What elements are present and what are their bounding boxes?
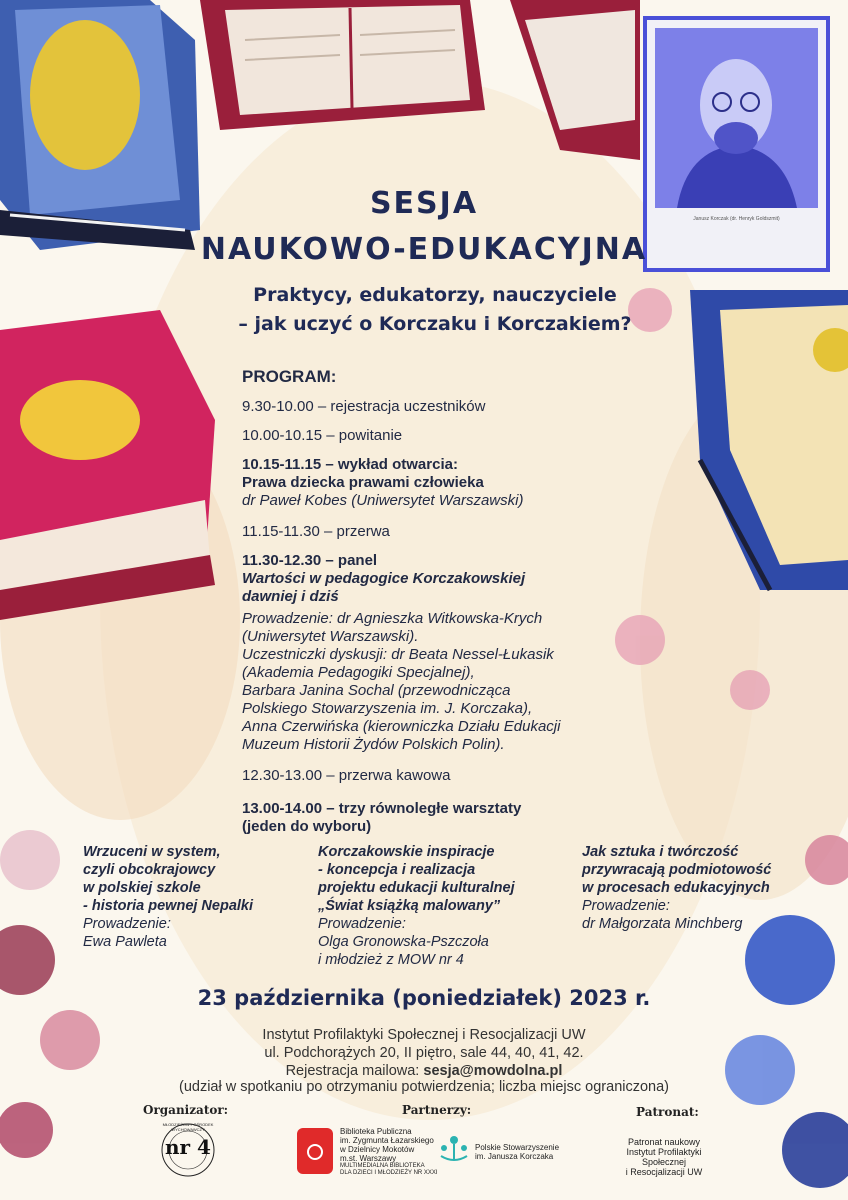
subtitle-line-1: Praktycy, edukatorzy, nauczyciele: [253, 284, 617, 306]
organizer-logo-number: nr 4: [165, 1135, 211, 1159]
library-line: im. Zygmunta Łazarskiego: [340, 1136, 434, 1145]
library-logo: [297, 1128, 333, 1174]
subtitle-line-2: – jak uczyć o Korczaku i Korczakiem?: [238, 313, 632, 335]
title-line-1: SESJA: [369, 186, 479, 221]
patronage-line: Społecznej: [641, 1157, 687, 1167]
association-line: im. Janusza Korczaka: [475, 1152, 554, 1161]
book-illustration-left: [0, 310, 215, 620]
library-line: Biblioteka Publiczna: [340, 1127, 412, 1136]
lecture-time: 10.15-11.15 – wykład otwarcia:: [242, 456, 458, 473]
workshops-time: 13.00-14.00 – trzy równoległe warsztaty: [242, 800, 522, 817]
panel-details: [242, 610, 662, 754]
program-lecture: [242, 456, 662, 510]
patronage-line: i Resocjalizacji UW: [625, 1167, 703, 1177]
association-logo: [437, 1134, 471, 1164]
association-logo-icon: [437, 1134, 471, 1164]
workshops-choice: (jeden do wyboru): [242, 818, 372, 835]
patronage-label: Patronat:: [636, 1105, 699, 1119]
panel-detail-line: Anna Czerwińska (kierowniczka Działu Edukacji: [242, 718, 561, 735]
workshop-host-line: Ewa Pawleta: [83, 934, 167, 950]
title-line-2: NAUKOWO-EDUKACYJNA: [200, 232, 648, 267]
workshop-title-line: projektu edukacji kulturalnej: [318, 880, 515, 896]
workshop-title-line: przywracają podmiotowość: [582, 862, 772, 878]
panel-title-1: Wartości w pedagogice Korczakowskiej: [242, 570, 526, 587]
address-line-1: Instytut Profilaktyki Społecznej i Resocjalizacji UW: [262, 1027, 586, 1043]
library-logo-icon: [297, 1128, 333, 1174]
patronage-text: [600, 1137, 728, 1177]
library-name: [340, 1127, 450, 1163]
lecture-title: Prawa dziecka prawami człowieka: [242, 474, 484, 491]
event-date: 23 października (poniedziałek) 2023 r.: [197, 986, 651, 1010]
organizer-logo-ring: MŁODZIEŻOWY OŚRODEK WYCHOWAWCZY: [162, 1122, 214, 1132]
association-line: Polskie Stowarzyszenie: [475, 1143, 560, 1152]
workshop-host-line: Prowadzenie:: [582, 898, 670, 914]
workshop-2: [318, 843, 558, 969]
program-workshops: [242, 800, 662, 836]
program-break: 11.15-11.30 – przerwa: [242, 523, 390, 540]
program-panel: [242, 552, 662, 606]
workshop-host-line: Prowadzenie:: [318, 916, 406, 932]
program-registration: 9.30-10.00 – rejestracja uczestników: [242, 398, 486, 415]
workshop-title-line: czyli obcokrajowcy: [83, 862, 216, 878]
workshop-title-line: - historia pewnej Nepalki: [83, 898, 254, 914]
workshop-1: [83, 843, 293, 951]
registration-note: (udział w spotkaniu po otrzymaniu potwierdzenia; liczba miejsc ograniczona): [178, 1079, 669, 1095]
panel-detail-line: Prowadzenie: dr Agnieszka Witkowska-Krych: [242, 610, 543, 627]
association-name: [475, 1143, 575, 1161]
workshop-3: [582, 843, 812, 933]
library-sub-line: DLA DZIECI I MŁODZIEŻY NR XXXI: [340, 1170, 438, 1176]
address-line-2: ul. Podchorążych 20, II piętro, sale 44, 40, 41, 42.: [264, 1045, 584, 1061]
partners-label: Partnerzy:: [402, 1103, 472, 1117]
workshop-title-line: - koncepcja i realizacja: [318, 862, 476, 878]
workshop-host-line: i młodzież z MOW nr 4: [318, 952, 464, 968]
workshop-title-line: Korczakowskie inspiracje: [318, 844, 495, 860]
program-coffee: 12.30-13.00 – przerwa kawowa: [242, 767, 451, 784]
panel-title-2: dawniej i dziś: [242, 588, 339, 605]
panel-detail-line: Uczestniczki dyskusji: dr Beata Nessel-Łukasik: [242, 646, 554, 663]
patronage-line: Instytut Profilaktyki: [626, 1147, 702, 1157]
panel-time: 11.30-12.30 – panel: [242, 552, 378, 569]
workshop-title-line: w procesach edukacyjnych: [582, 880, 770, 896]
library-subname: [340, 1163, 450, 1177]
panel-detail-line: Barbara Janina Sochal (przewodnicząca: [242, 682, 511, 699]
library-line: w Dzielnicy Mokotów: [340, 1145, 415, 1154]
organizer-logo: [160, 1122, 216, 1178]
portrait-caption: Janusz Korczak (dr. Henryk Goldszmit): [693, 216, 780, 222]
email-label: Rejestracja mailowa:: [285, 1063, 424, 1079]
workshop-host-line: dr Małgorzata Minchberg: [582, 916, 743, 932]
book-illustration-top-center: [200, 0, 485, 130]
panel-detail-line: Muzeum Historii Żydów Polskich Polin).: [242, 736, 505, 753]
program-welcome: 10.00-10.15 – powitanie: [242, 427, 403, 444]
workshop-title-line: Jak sztuka i twórczość: [582, 844, 739, 860]
library-sub-line: MULTIMEDIALNA BIBLIOTEKA: [340, 1163, 425, 1169]
panel-detail-line: (Uniwersytet Warszawski).: [242, 628, 419, 645]
email-link[interactable]: sesja@mowdolna.pl: [423, 1063, 563, 1079]
lecture-speaker: dr Paweł Kobes (Uniwersytet Warszawski): [242, 492, 524, 509]
workshop-host-line: Prowadzenie:: [83, 916, 171, 932]
patronage-line: Patronat naukowy: [627, 1137, 701, 1147]
panel-detail-line: Polskiego Stowarzyszenia im. J. Korczaka),: [242, 700, 533, 717]
panel-detail-line: (Akademia Pedagogiki Specjalnej),: [242, 664, 475, 681]
organizer-label: Organizator:: [143, 1103, 229, 1117]
library-line: m.st. Warszawy: [340, 1154, 397, 1163]
workshop-host-line: Olga Gronowska-Pszczoła: [318, 934, 489, 950]
workshop-title-line: Wrzuceni w system,: [83, 844, 221, 860]
workshop-title-line: w polskiej szkole: [83, 880, 201, 896]
korczak-portrait-image: [647, 20, 826, 268]
program-heading: PROGRAM:: [242, 367, 337, 386]
workshop-title-line: „Świat książką malowany”: [318, 898, 501, 914]
